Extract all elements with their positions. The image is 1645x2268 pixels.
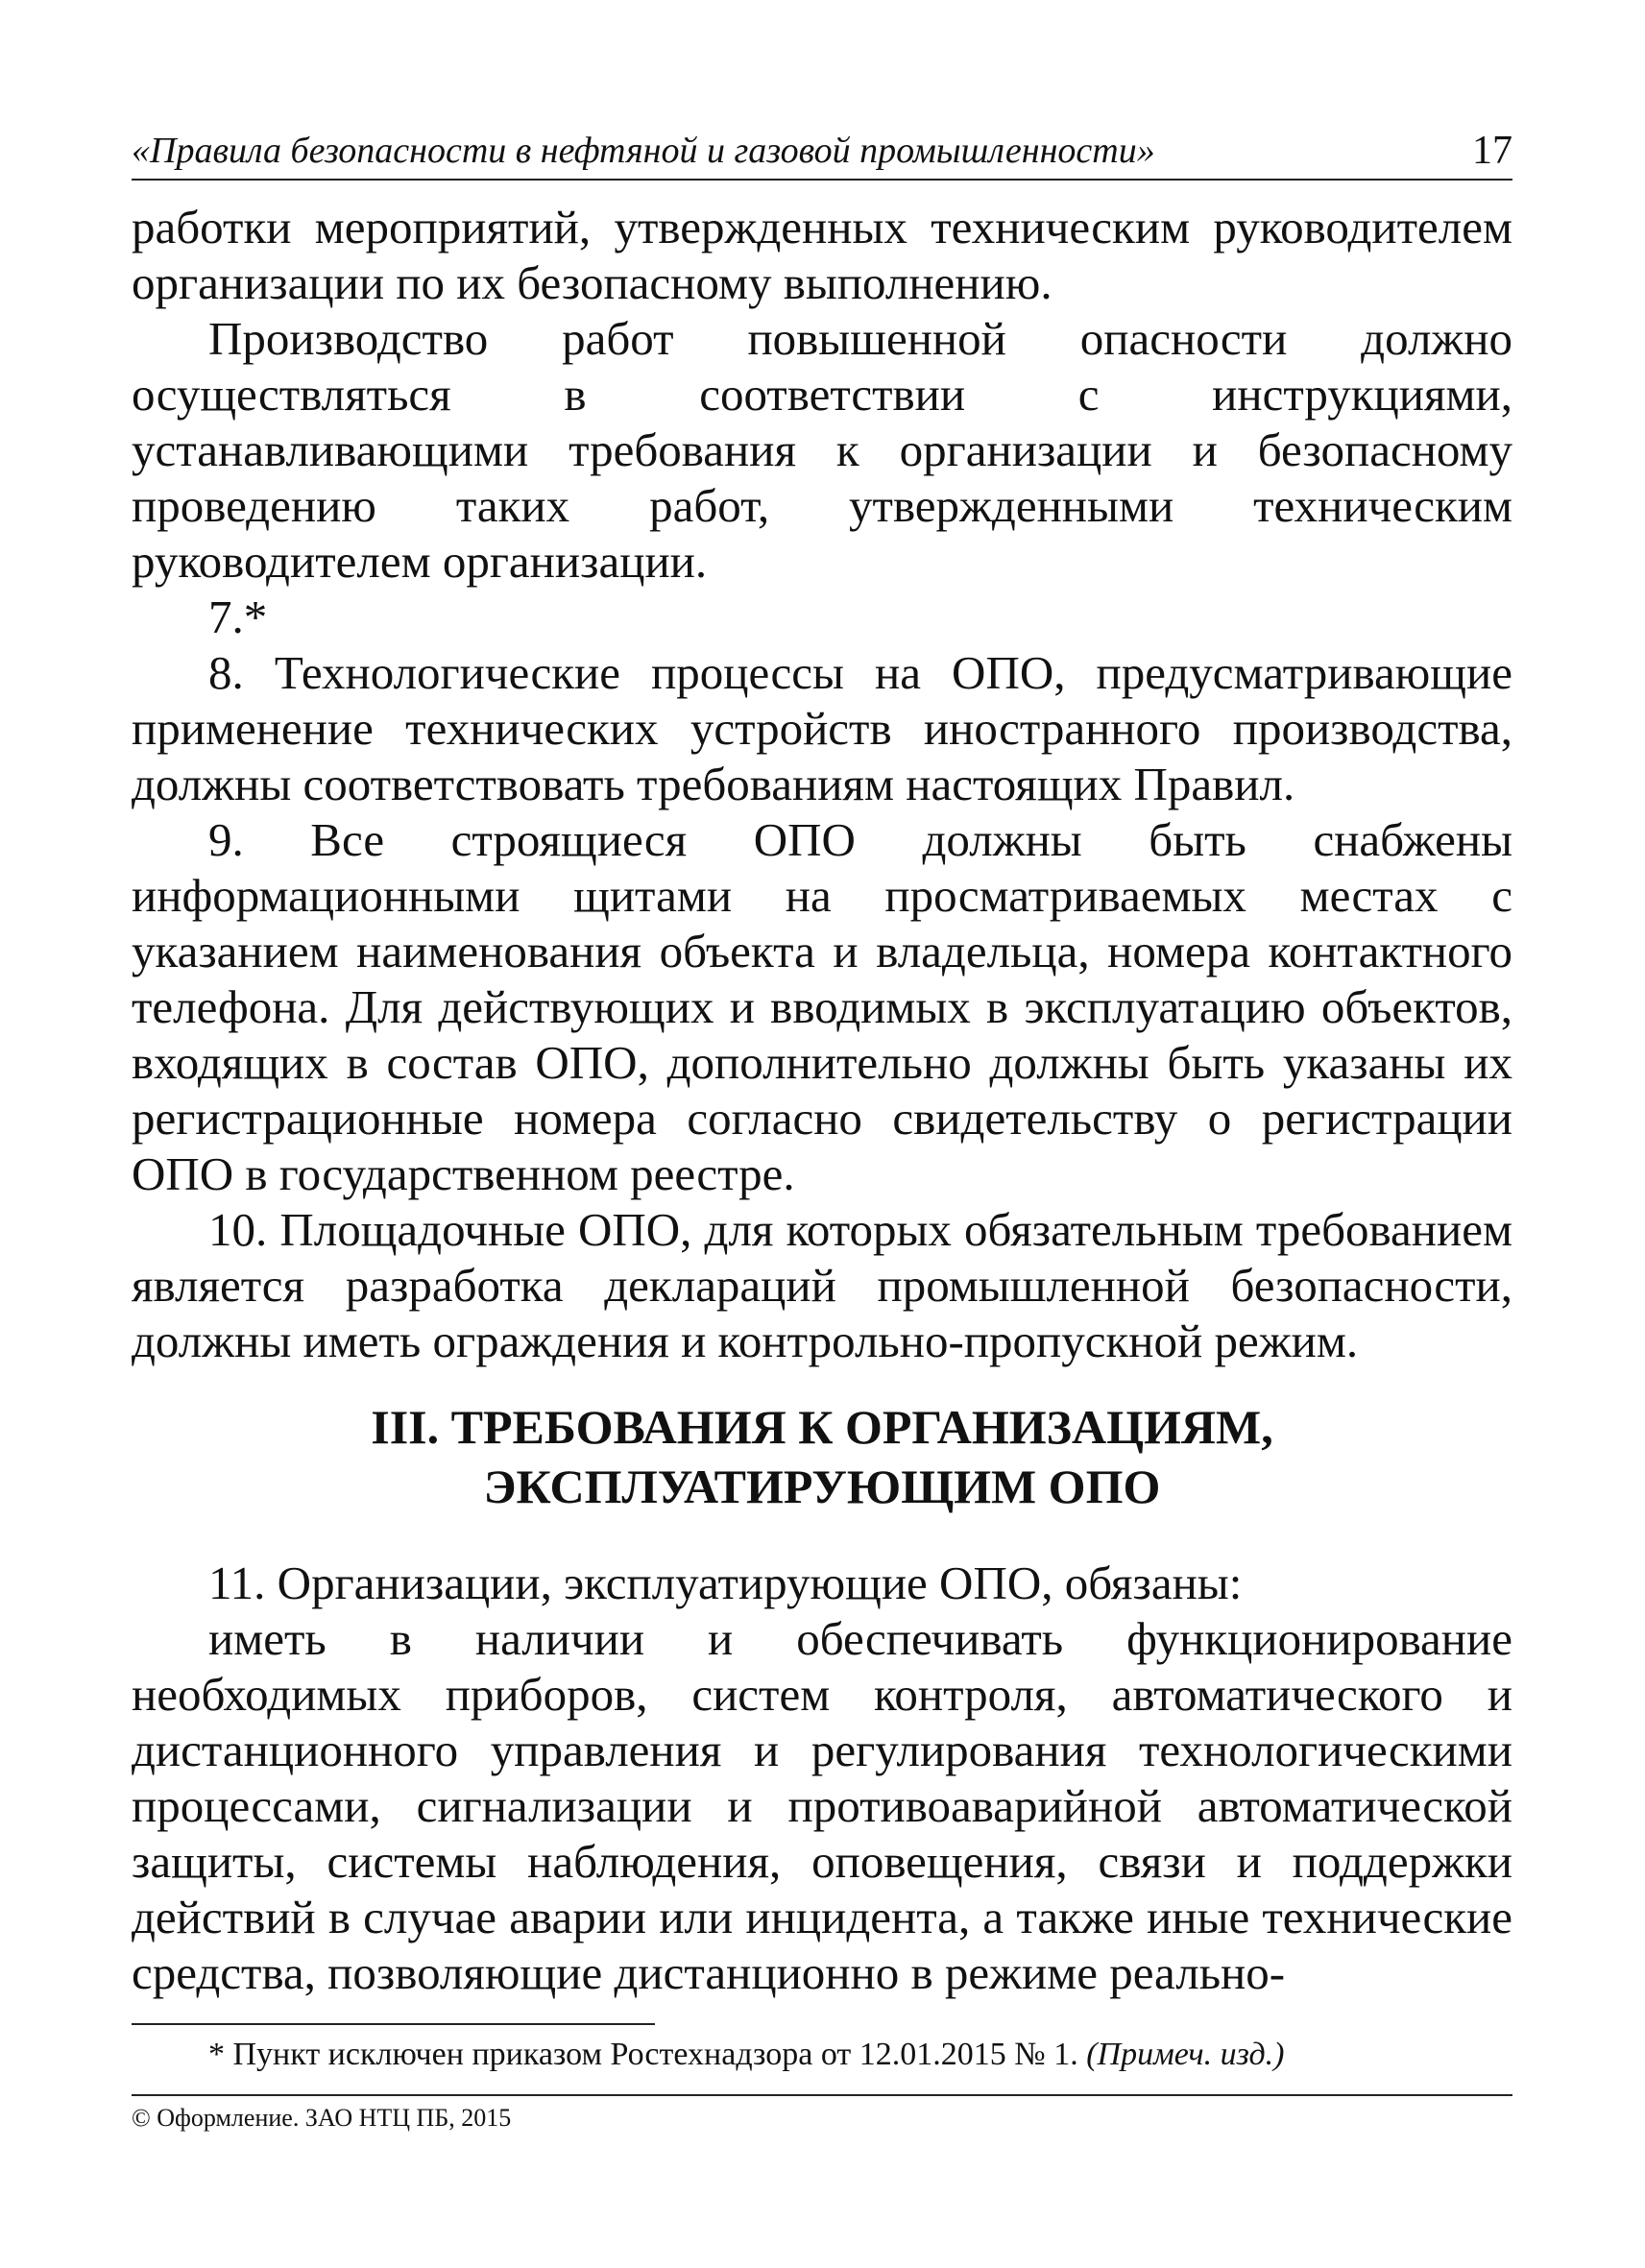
paragraph-item-7: 7.* [208, 591, 268, 643]
document-page [132, 0, 1512, 2268]
paragraph-item-9: 9. Все строящиеся ОПО должны быть снабжены информационными щитами на просматриваемых местах с указанием наименования объекта и владельца, номера контактного телефона. Для действующих и вводимых в эксплуатацию объектов, входящих в состав ОПО, дополнительно должны быть указаны их регистрационные номера согласно свидетельству о регистрации ОПО в государственном реестре. [132, 813, 1512, 1200]
footnote [208, 2034, 1512, 2076]
copyright-divider [132, 2094, 1512, 2096]
section-heading-line-2: ЭКСПЛУАТИРУЮЩИМ ОПО [483, 1460, 1161, 1513]
page-number: 17 [1472, 129, 1512, 173]
running-title: «Правила безопасности в нефтяной и газовой промышленности» [132, 131, 1155, 171]
paragraph-hazardous-work: Производство работ повышенной опасности должно осуществляться в соответствии с инструкциями, устанавливающими требования к организации и безопасному проведению таких работ, утвержденными техническим руководителем организации. [132, 312, 1512, 588]
footnote-publisher-note: (Примеч. изд.) [1086, 2037, 1285, 2072]
body-text [132, 200, 1512, 1369]
footnote-text: * Пункт исключен приказом Ростехнадзора от 12.01.2015 № 1. [208, 2037, 1087, 2072]
footnote-divider [132, 2023, 655, 2025]
section-text [132, 1556, 1512, 2001]
paragraph-item-10: 10. Площадочные ОПО, для которых обязательным требованием является разработка деклараций промышленной безопасности, должны иметь ограждения и контрольно-пропускной режим. [132, 1203, 1512, 1367]
paragraph-item-11: 11. Организации, эксплуатирующие ОПО, обязаны: [208, 1556, 1243, 1609]
copyright-notice: © Оформление. ЗАО НТЦ ПБ, 2015 [132, 2104, 512, 2132]
paragraph-item-8: 8. Технологические процессы на ОПО, предусматривающие применение технических устройств иностранного производства, должны соответствовать требованиям настоящих Правил. [132, 646, 1512, 810]
running-header [132, 123, 1512, 181]
paragraph-item-11-obligations: иметь в наличии и обеспечивать функционирование необходимых приборов, систем контроля, автоматического и дистанционного управления и регулирования технологическими процессами, сигнализации и противоаварийной автоматической защиты, системы наблюдения, оповещения, связи и поддержки действий в случае аварии или инцидента, а также иные технические средства, позволяющие дистанционно в режиме реально- [132, 1612, 1512, 1999]
paragraph-continuation: работки мероприятий, утвержденных техническим руководителем организации по их безопасному выполнению. [132, 201, 1512, 309]
section-heading-line-1: III. ТРЕБОВАНИЯ К ОРГАНИЗАЦИЯМ, [371, 1400, 1273, 1454]
section-heading [132, 1397, 1512, 1516]
